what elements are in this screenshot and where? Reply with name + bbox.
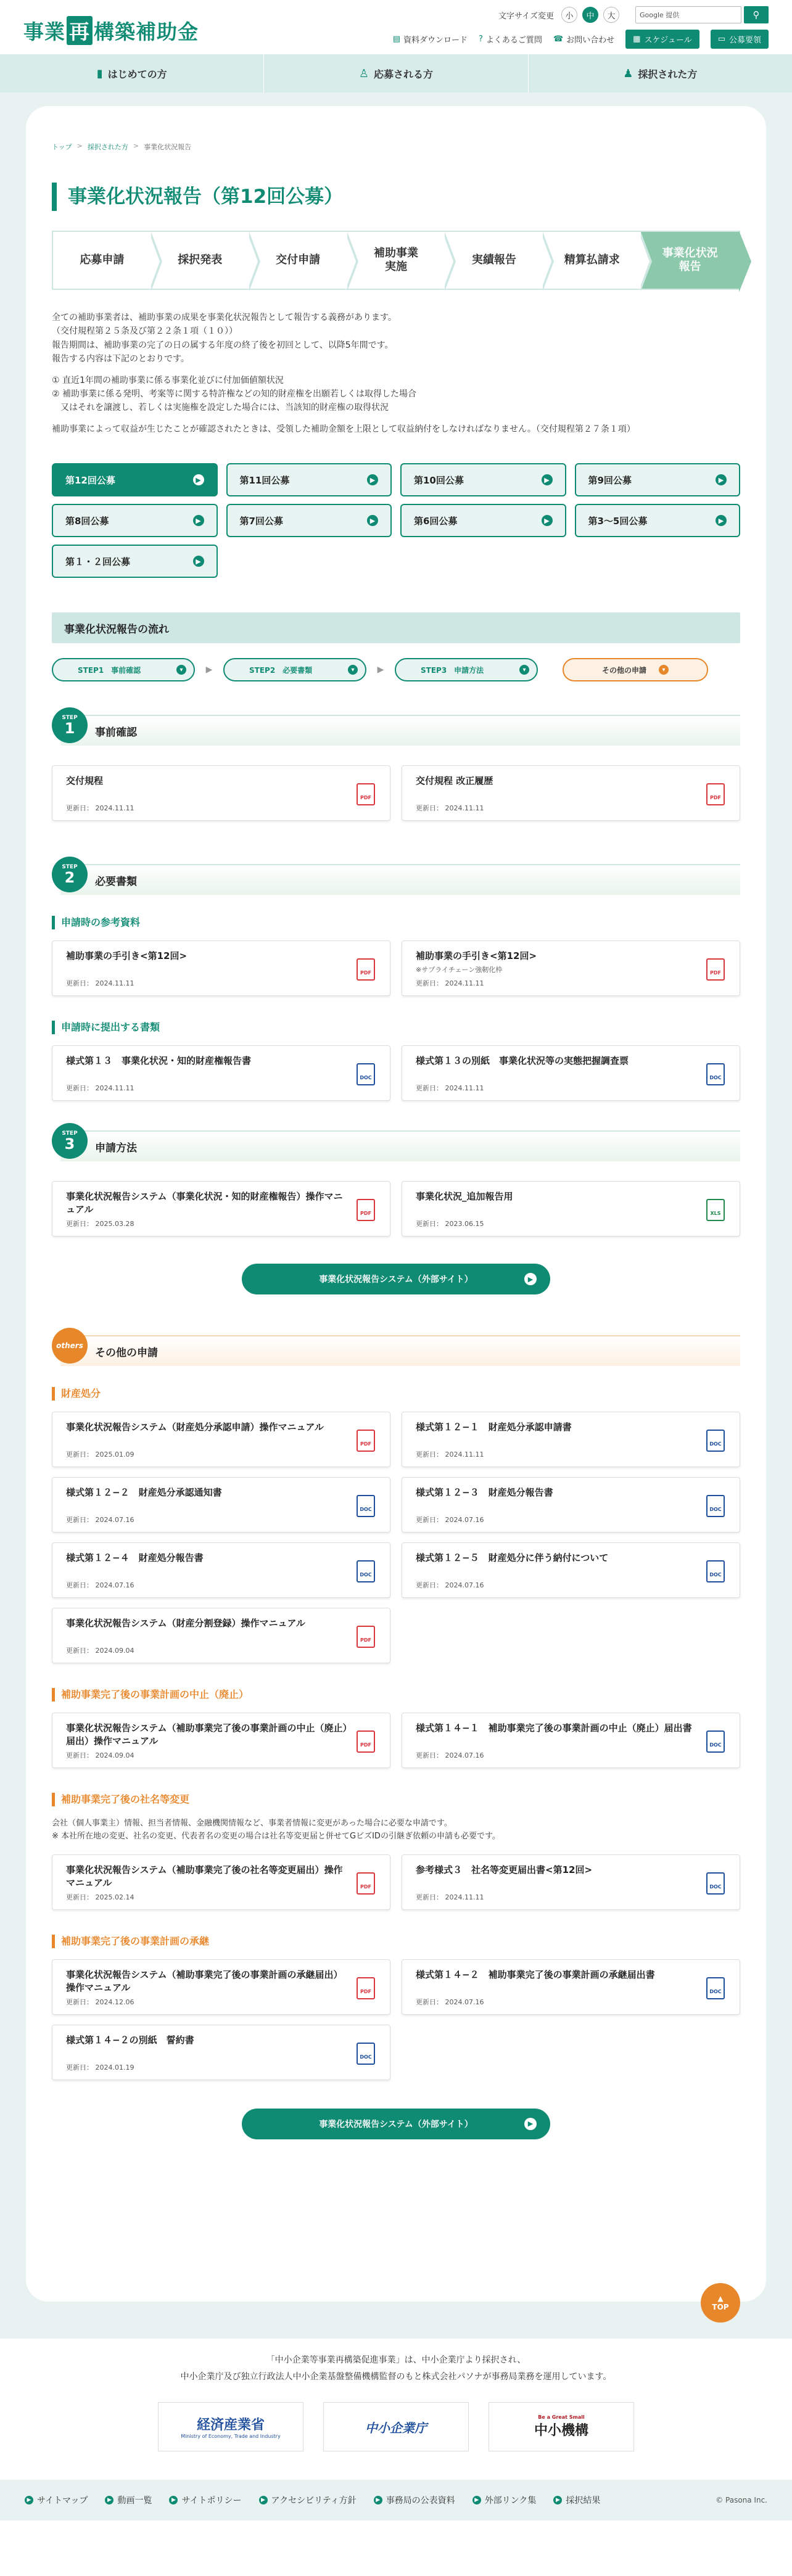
document-card[interactable] — [52, 2025, 390, 2080]
document-title: 事業化状況報告システム（財産分割登録）操作マニュアル — [66, 1618, 305, 1629]
tab-step3[interactable]: STEP3 申請方法 ▾ — [395, 658, 538, 681]
others-g3-docs — [52, 1854, 740, 1910]
document-title: 事業化状況_追加報告用 — [416, 1191, 513, 1203]
chevron-right-icon: ▶ — [374, 2496, 382, 2504]
step-arrow-icon — [445, 232, 456, 291]
fontsize-label: 文字サイズ変更 — [498, 11, 554, 21]
others-g4-docs — [52, 1959, 740, 2080]
chevron-right-icon: ▶ — [193, 515, 204, 526]
schedule-button[interactable]: ▦ スケジュール — [625, 30, 699, 49]
step2-docs1 — [52, 940, 740, 996]
document-card[interactable] — [402, 1959, 740, 2015]
document-card[interactable] — [402, 1477, 740, 1533]
pdf-file-icon: PDF — [357, 1430, 375, 1452]
document-title: 様式第１３ 事業化状況・知的財産権報告書 — [66, 1055, 252, 1067]
koubo-button[interactable]: ▭ 公募要領 — [711, 30, 769, 49]
word-file-icon: DOC — [706, 1063, 725, 1085]
chevron-down-icon: ▾ — [176, 665, 186, 675]
document-date: 更新日： 2024.11.11 — [66, 804, 134, 813]
document-date: 更新日： 2024.07.16 — [416, 1751, 484, 1760]
person-icon: ♟ — [623, 67, 633, 80]
calendar-icon: ▦ — [633, 35, 641, 44]
pdf-file-icon: PDF — [357, 958, 375, 981]
round-button[interactable]: 第12回公募 ▶ — [52, 463, 218, 496]
step2-sub2: 申請時に提出する書類 — [52, 1021, 740, 1034]
tab-others[interactable]: その他の申請 ▾ — [563, 658, 708, 681]
document-date: 更新日： 2024.07.16 — [416, 1998, 484, 2006]
others-g2-docs — [52, 1713, 740, 1768]
document-title: 参考様式３ 社名等変更届出書<第12回> — [416, 1864, 593, 1875]
document-date: 更新日： 2024.11.11 — [416, 804, 484, 813]
pdf-file-icon: PDF — [357, 1872, 375, 1895]
global-nav — [0, 54, 792, 93]
document-title: 交付規程 改正履歴 — [416, 775, 493, 787]
step-arrow-icon — [543, 232, 554, 291]
fontsize-large-button[interactable]: 大 — [603, 7, 619, 23]
word-file-icon: DOC — [706, 1872, 725, 1895]
word-file-icon: DOC — [706, 1730, 725, 1753]
step-arrow-icon — [347, 232, 358, 291]
document-card[interactable] — [52, 1045, 390, 1101]
document-subtitle: ※サプライチェーン強靭化枠 — [416, 966, 503, 974]
document-title: 事業化状況報告システム（事業化状況・知的財産権報告）操作マニュアル — [66, 1191, 343, 1216]
process-step: 補助事業 実施 — [347, 232, 445, 289]
others-g4-heading: 補助事業完了後の事業計画の承継 — [52, 1935, 740, 1948]
site-header — [0, 0, 792, 54]
document-date: 更新日： 2024.09.04 — [66, 1647, 134, 1655]
word-file-icon: DOC — [706, 1977, 725, 1999]
site-footer: 「中小企業等事業再構築促進事業」は、中小企業庁より採択され、 中小企業庁及び独立行政法人中小企業基盤整備機構監督のもと株式会社パソナが事務局業務を運用しています。 経済産業省 Ministry of Economy, Trade and Industry 中小企業庁 Be a Great Small 中小機構 ▶ サイトマップ ▶ 動画一覧 ▶ サイトポリシー ▶ アクセシビリティ方針 ▶ 事務局の公表資料 ▶ 外部リンク集 ▶ 採択結果 © Pasona Inc. — [0, 2339, 792, 2520]
document-card[interactable] — [402, 765, 740, 821]
document-card[interactable] — [52, 1608, 390, 1663]
footer-link[interactable]: ▶ 事務局の公表資料 — [374, 2494, 455, 2506]
pdf-file-icon: PDF — [706, 958, 725, 981]
process-step: 応募申請 — [53, 232, 151, 289]
others-g2-heading: 補助事業完了後の事業計画の中止（廃止） — [52, 1688, 740, 1702]
document-title: 様式第１２−１ 財産処分承認申請書 — [416, 1422, 572, 1433]
pdf-file-icon: PDF — [357, 1977, 375, 1999]
document-date: 更新日： 2024.11.11 — [416, 1893, 484, 1901]
tab-step2[interactable]: STEP2 必要書類 ▾ — [223, 658, 366, 681]
chevron-right-icon: ▶ — [716, 515, 727, 526]
document-title: 様式第１２−２ 財産処分承認通知書 — [66, 1487, 222, 1499]
search-button[interactable] — [744, 6, 769, 23]
main-background — [0, 93, 792, 2339]
step-badge: STEP 2 — [52, 857, 88, 892]
pdf-file-icon: PDF — [357, 1626, 375, 1648]
others-badge: others — [52, 1328, 88, 1364]
chevron-right-icon: ▶ — [169, 2496, 178, 2504]
breadcrumb: トップ > 採択された方 > 事業化状況報告 — [52, 142, 192, 151]
others-g1-heading: 財産処分 — [52, 1387, 740, 1401]
process-steps — [52, 231, 740, 290]
pdf-file-icon: PDF — [706, 783, 725, 805]
external-system-button[interactable]: 事業化状況報告システム（外部サイト） ▶ — [242, 1264, 550, 1294]
person-outline-icon: ♙ — [358, 67, 369, 80]
book-icon: ▮ — [96, 67, 103, 80]
document-date: 更新日： 2024.11.11 — [416, 1451, 484, 1459]
search-icon: ⚲ — [753, 9, 760, 20]
chevron-right-icon: ▶ — [25, 2496, 33, 2504]
smrj-logo[interactable]: Be a Great Small 中小機構 — [489, 2402, 634, 2451]
others-heading: others その他の申請 — [52, 1328, 740, 1362]
document-date: 更新日： 2024.11.11 — [66, 979, 134, 988]
others-g1-docs — [52, 1412, 740, 1663]
document-card[interactable] — [52, 1542, 390, 1598]
footer-link[interactable]: ▶ サイトマップ — [25, 2494, 88, 2506]
download-link[interactable]: ▤ 資料ダウンロード — [392, 35, 468, 45]
step-arrow-icon — [151, 232, 162, 291]
chevron-down-icon: ▾ — [519, 665, 529, 675]
word-file-icon: DOC — [357, 1560, 375, 1582]
header-links — [393, 30, 769, 49]
chevron-right-icon: ▶ — [367, 515, 378, 526]
round-button[interactable]: 第10回公募 ▶ — [400, 463, 566, 496]
step2-sub1: 申請時の参考資料 — [52, 916, 740, 929]
document-title: 様式第１４−１ 補助事業完了後の事業計画の中止（廃止）届出書 — [416, 1722, 692, 1734]
process-step: 採択発表 — [151, 232, 249, 289]
word-file-icon: DOC — [357, 2043, 375, 2065]
chevron-right-icon: ▶ — [367, 474, 378, 485]
footer-link[interactable]: ▶ アクセシビリティ方針 — [259, 2494, 357, 2506]
sme-agency-logo[interactable]: 中小企業庁 — [323, 2402, 469, 2451]
breadcrumb-top[interactable]: トップ — [52, 143, 72, 151]
step-arrow-icon — [249, 232, 260, 291]
document-date: 更新日： 2024.09.04 — [66, 1751, 134, 1760]
document-card[interactable] — [52, 1854, 390, 1910]
round-button[interactable]: 第9回公募 ▶ — [575, 463, 741, 496]
chevron-right-icon: ▶ — [524, 2118, 537, 2130]
document-title: 様式第１２−３ 財産処分報告書 — [416, 1487, 553, 1499]
step-badge: STEP 1 — [52, 707, 88, 743]
breadcrumb-adopted[interactable]: 採択された方 — [87, 143, 128, 151]
document-date: 更新日： 2024.01.19 — [66, 2063, 134, 2072]
document-date: 更新日： 2023.06.15 — [416, 1220, 484, 1228]
faq-link[interactable]: ? よくあるご質問 — [479, 35, 542, 45]
step1-heading: STEP 1 事前確認 — [52, 707, 740, 742]
document-date: 更新日： 2024.07.16 — [66, 1516, 134, 1525]
pdf-file-icon: PDF — [357, 1199, 375, 1221]
tab-step1[interactable]: STEP1 事前確認 ▾ — [52, 658, 195, 681]
document-date: 更新日： 2024.11.11 — [66, 1084, 134, 1093]
step3-docs — [52, 1181, 740, 1237]
word-file-icon: DOC — [706, 1495, 725, 1517]
nav-adopted[interactable]: ♟ 採択された方 — [623, 67, 698, 80]
round-button[interactable]: 第3〜5回公募 ▶ — [575, 504, 741, 537]
step2-heading: STEP 2 必要書類 — [52, 857, 740, 891]
fontsize-medium-button[interactable]: 中 — [582, 7, 598, 23]
site-logo[interactable]: 事業 再 構築補助金 — [23, 16, 199, 45]
nav-beginners[interactable]: ▮ はじめての方 — [0, 54, 264, 93]
document-date: 更新日： 2025.01.09 — [66, 1451, 134, 1459]
document-title: 補助事業の手引き<第12回> — [66, 950, 188, 962]
document-card[interactable] — [52, 1412, 390, 1467]
step2-docs2 — [52, 1045, 740, 1101]
round-button[interactable]: 第7回公募 ▶ — [226, 504, 392, 537]
document-title: 様式第１２−５ 財産処分に伴う納付について — [416, 1552, 609, 1564]
arrow-right-icon: ▶ — [377, 665, 384, 675]
chevron-right-icon: ▶ — [193, 556, 204, 567]
document-card[interactable] — [402, 1854, 740, 1910]
document-icon: ▤ — [392, 35, 400, 44]
word-file-icon: DOC — [706, 1430, 725, 1452]
footer-nav — [0, 2480, 792, 2520]
word-file-icon: DOC — [706, 1560, 725, 1582]
document-date: 更新日： 2024.11.11 — [416, 979, 484, 988]
arrow-right-icon: ▶ — [205, 665, 213, 675]
document-title: 様式第１４−２ 補助事業完了後の事業計画の承継届出書 — [416, 1969, 655, 1980]
step-arrow-icon — [641, 232, 652, 291]
chevron-right-icon: ▶ — [105, 2496, 113, 2504]
round-button[interactable]: 第１・２回公募 ▶ — [52, 545, 218, 578]
document-card[interactable] — [402, 1181, 740, 1237]
process-step: 精算払請求 — [543, 232, 641, 289]
footer-link[interactable]: ▶ サイトポリシー — [169, 2494, 241, 2506]
chevron-down-icon: ▾ — [348, 665, 358, 675]
partner-logos — [0, 2402, 792, 2451]
pdf-file-icon: PDF — [357, 783, 375, 805]
copyright: © Pasona Inc. — [716, 2496, 767, 2505]
process-step: 実績報告 — [445, 232, 543, 289]
chevron-right-icon: ▶ — [259, 2496, 268, 2504]
document-card[interactable] — [52, 1959, 390, 2015]
document-title: 事業化状況報告システム（補助事業完了後の社名等変更届出）操作マニュアル — [66, 1864, 343, 1888]
page-title: 事業化状況報告（第12回公募） — [52, 183, 740, 211]
document-title: 補助事業の手引き<第12回> — [416, 950, 537, 962]
chevron-right-icon: ▶ — [524, 1273, 537, 1285]
step-badge: STEP 3 — [52, 1123, 88, 1159]
header-utility — [498, 6, 769, 23]
excel-file-icon: XLS — [706, 1199, 725, 1221]
document-card[interactable] — [402, 1045, 740, 1101]
caret-up-icon: ▲ — [717, 2294, 724, 2303]
step3-heading: STEP 3 申請方法 — [52, 1123, 740, 1158]
intro-text: 全ての補助事業者は、補助事業の成果を事業化状況報告として報告する義務があります。 （交付規程第２５条及び第２２条１項（１０）） 報告期間は、補助事業の完了の日の属する年度の終了後を初回として、以降5年間です。 報告する内容は下記のとおりです。 ① 直近1年間の補助事業に係る事業化並びに付加価値額状況 ② 補助事業に係る発明、考案等に関する特許権などの知的財産権を出願若しくは取得した場合 又はそれを譲渡し、若しくは実施権を設定した場合には、当該知的財産権の取得状況 補助事業によって収益が生じたことが確認されたときは、受領した補助金額を上限として収益納付をしなければなりません。（交付規程第２７条１項） — [52, 313, 635, 434]
document-date: 更新日： 2024.11.11 — [416, 1084, 484, 1093]
document-date: 更新日： 2024.07.16 — [66, 1581, 134, 1590]
footer-link[interactable]: ▶ 外部リンク集 — [472, 2494, 537, 2506]
document-date: 更新日： 2024.07.16 — [416, 1581, 484, 1590]
document-card[interactable] — [52, 1477, 390, 1533]
footer-link[interactable]: ▶ 採択結果 — [553, 2494, 600, 2506]
chevron-right-icon: ▶ — [553, 2496, 562, 2504]
round-button[interactable]: 第8回公募 ▶ — [52, 504, 218, 537]
document-card[interactable] — [402, 940, 740, 996]
document-card[interactable] — [52, 1181, 390, 1237]
breadcrumb-current: 事業化状況報告 — [144, 143, 192, 151]
flow-heading: 事業化状況報告の流れ — [52, 612, 740, 643]
document-card[interactable] — [402, 1542, 740, 1598]
pdf-file-icon: PDF — [357, 1730, 375, 1753]
page-top-button[interactable]: ▲ TOP — [701, 2283, 740, 2323]
document-card[interactable] — [52, 1713, 390, 1768]
others-g3-heading: 補助事業完了後の社名等変更 — [52, 1793, 740, 1806]
others-g3-note: 会社（個人事業主）情報、担当者情報、金融機関情報など、事業者情報に変更があった場合に必要な申請です。 ※ 本社所在地の変更、社名の変更、代表者名の変更の場合は社名等変更届と併せてGビズIDの引継ぎ依頼の申請も必要です。 — [52, 1819, 500, 1841]
document-title: 交付規程 — [66, 775, 104, 787]
round-button[interactable]: 第11回公募 ▶ — [226, 463, 392, 496]
chevron-down-icon: ▾ — [659, 665, 669, 675]
document-title: 様式第１３の別紙 事業化状況等の実態把握調査票 — [416, 1055, 629, 1067]
document-date: 更新日： 2024.07.16 — [416, 1516, 484, 1525]
fontsize-small-button[interactable]: 小 — [561, 7, 577, 23]
question-icon: ? — [479, 35, 483, 44]
document-card[interactable] — [402, 1412, 740, 1467]
chevron-right-icon: ▶ — [542, 515, 553, 526]
document-title: 事業化状況報告システム（補助事業完了後の事業計画の中止（廃止）届出）操作マニュアル — [66, 1722, 348, 1747]
document-card[interactable] — [402, 1713, 740, 1768]
chevron-right-icon: ▶ — [542, 474, 553, 485]
document-date: 更新日： 2025.03.28 — [66, 1220, 134, 1228]
book-icon: ▭ — [717, 35, 725, 44]
document-title: 様式第１２−４ 財産処分報告書 — [66, 1552, 204, 1564]
document-date: 更新日： 2024.12.06 — [66, 1998, 134, 2006]
step1-docs — [52, 765, 740, 821]
process-step: 事業化状況 報告 — [641, 232, 739, 289]
round-selector — [52, 463, 740, 578]
document-card[interactable] — [52, 940, 390, 996]
chevron-right-icon: ▶ — [472, 2496, 481, 2504]
process-step: 交付申請 — [249, 232, 347, 289]
search-box — [635, 6, 769, 23]
chevron-right-icon: ▶ — [716, 474, 727, 485]
word-file-icon: DOC — [357, 1495, 375, 1517]
document-title: 様式第１４−２の別紙 誓約書 — [66, 2034, 194, 2046]
search-input[interactable]: Google 提供 — [635, 6, 741, 23]
document-title: 事業化状況報告システム（補助事業完了後の事業計画の承継届出）操作マニュアル — [66, 1969, 343, 1993]
flow-tabs — [52, 658, 740, 681]
round-button[interactable]: 第6回公募 ▶ — [400, 504, 566, 537]
nav-applicants[interactable]: ♙ 応募される方 — [264, 54, 528, 93]
document-card[interactable] — [52, 765, 390, 821]
chevron-right-icon: ▶ — [193, 474, 204, 485]
document-date: 更新日： 2025.02.14 — [66, 1893, 134, 1901]
meti-logo[interactable]: 経済産業省 Ministry of Economy, Trade and Industry — [158, 2402, 303, 2451]
footer-link[interactable]: ▶ 動画一覧 — [105, 2494, 152, 2506]
external-system-button-2[interactable]: 事業化状況報告システム（外部サイト） ▶ — [242, 2109, 550, 2139]
contact-link[interactable]: ☎ お問い合わせ — [553, 35, 615, 45]
word-file-icon: DOC — [357, 1063, 375, 1085]
document-title: 事業化状況報告システム（財産処分承認申請）操作マニュアル — [66, 1422, 324, 1433]
main-card — [26, 106, 766, 2311]
phone-icon: ☎ — [553, 35, 564, 44]
